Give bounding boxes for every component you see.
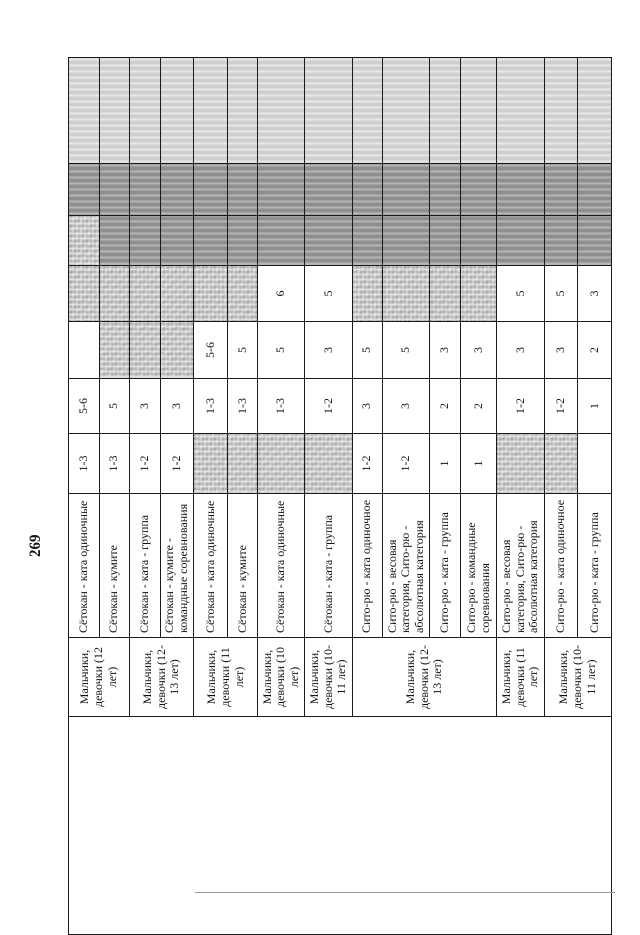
group-cell: Мальчики, девочки (10-11 лет) xyxy=(305,638,352,717)
place-cell: 5-6 xyxy=(69,379,100,434)
place-cell: 5 xyxy=(99,379,130,434)
place-cell: 1-2 xyxy=(130,434,161,494)
shaded-cell xyxy=(194,164,228,216)
shaded-cell xyxy=(383,216,430,266)
shaded-cell xyxy=(160,58,194,164)
shaded-cell xyxy=(227,434,258,494)
place-cell: 3 xyxy=(160,379,194,434)
shaded-cell xyxy=(99,58,130,164)
blank-column xyxy=(69,717,612,935)
results-table xyxy=(68,57,612,935)
page-edge-rule xyxy=(195,892,615,893)
place-cell xyxy=(578,434,612,494)
place-cell: 5 xyxy=(497,266,544,322)
shaded-cell xyxy=(305,434,352,494)
place-cell: 1 xyxy=(578,379,612,434)
shaded-cell xyxy=(160,266,194,322)
shaded-cell xyxy=(69,216,100,266)
place-cell: 2 xyxy=(430,379,461,434)
shaded-cell xyxy=(497,164,544,216)
place-cell xyxy=(69,322,100,379)
shaded-cell xyxy=(578,216,612,266)
place-cell: 1 xyxy=(430,434,461,494)
shaded-cell xyxy=(258,434,305,494)
group-cell: Мальчики, девочки (10-11 лет) xyxy=(544,638,611,717)
place-cell: 1-3 xyxy=(258,379,305,434)
place-cell: 1-2 xyxy=(160,434,194,494)
shaded-cell xyxy=(544,164,578,216)
shaded-cell xyxy=(130,216,161,266)
shaded-cell xyxy=(305,164,352,216)
discipline-cell: Сётокан - кумите xyxy=(99,494,130,638)
shaded-cell xyxy=(497,434,544,494)
shaded-cell xyxy=(578,58,612,164)
shaded-cell xyxy=(194,58,228,164)
shaded-cell xyxy=(497,58,544,164)
discipline-cell: Сито-рю - ката одиночное xyxy=(544,494,578,638)
shaded-cell xyxy=(305,58,352,164)
shaded-cell xyxy=(227,164,258,216)
shaded-cell xyxy=(430,58,461,164)
place-cell: 3 xyxy=(383,379,430,434)
shaded-cell xyxy=(383,266,430,322)
place-cell: 3 xyxy=(305,322,352,379)
discipline-cell: Сётокан - ката одиночные xyxy=(69,494,100,638)
shaded-cell xyxy=(227,216,258,266)
shaded-cell xyxy=(194,434,228,494)
place-cell: 6 xyxy=(258,266,305,322)
place-cell: 1-3 xyxy=(69,434,100,494)
discipline-cell: Сётокан - кумите xyxy=(227,494,258,638)
group-cell: Мальчики, девочки (11 лет) xyxy=(497,638,544,717)
shaded-cell xyxy=(227,58,258,164)
shaded-cell xyxy=(99,322,130,379)
place-cell: 5 xyxy=(383,322,430,379)
shaded-cell xyxy=(383,58,430,164)
discipline-cell: Сётокан - ката - группа xyxy=(305,494,352,638)
shaded-cell xyxy=(460,216,497,266)
place-cell: 5 xyxy=(258,322,305,379)
shaded-cell xyxy=(497,216,544,266)
shaded-cell xyxy=(578,164,612,216)
shaded-cell xyxy=(430,216,461,266)
shaded-cell xyxy=(460,164,497,216)
place-cell: 1 xyxy=(460,434,497,494)
rotated-page xyxy=(27,58,612,935)
shaded-cell xyxy=(430,164,461,216)
group-cell: Мальчики, девочки (10 лет) xyxy=(258,638,305,717)
shaded-cell xyxy=(383,164,430,216)
shaded-cell xyxy=(130,322,161,379)
discipline-cell: Сито-рю - весовая категория, Сито-рю - абсолютная категория xyxy=(497,494,544,638)
place-cell: 3 xyxy=(352,379,383,434)
discipline-cell: Сито-рю - командные соревнования xyxy=(460,494,497,638)
place-cell: 5 xyxy=(227,322,258,379)
shaded-cell xyxy=(352,164,383,216)
place-cell: 1-2 xyxy=(352,434,383,494)
shaded-cell xyxy=(544,434,578,494)
shaded-cell xyxy=(194,266,228,322)
discipline-cell: Сито-рю - ката - группа xyxy=(430,494,461,638)
place-cell: 3 xyxy=(578,266,612,322)
discipline-cell: Сётокан - кумите - командные соревнования xyxy=(160,494,194,638)
shaded-cell xyxy=(130,266,161,322)
shaded-cell xyxy=(69,266,100,322)
page-number: 269 xyxy=(27,534,45,557)
discipline-cell: Сито-рю - ката - группа xyxy=(578,494,612,638)
place-cell: 1-3 xyxy=(99,434,130,494)
place-cell: 1-3 xyxy=(227,379,258,434)
shaded-cell xyxy=(460,266,497,322)
shaded-cell xyxy=(69,164,100,216)
shaded-cell xyxy=(227,266,258,322)
shaded-cell xyxy=(99,164,130,216)
discipline-cell: Сётокан - ката одиночные xyxy=(258,494,305,638)
shaded-cell xyxy=(160,216,194,266)
shaded-cell xyxy=(69,58,100,164)
shaded-cell xyxy=(352,58,383,164)
shaded-cell xyxy=(258,216,305,266)
table-row xyxy=(69,58,100,935)
shaded-cell xyxy=(352,266,383,322)
shaded-cell xyxy=(160,322,194,379)
place-cell: 5 xyxy=(305,266,352,322)
place-cell: 1-2 xyxy=(497,379,544,434)
place-cell: 2 xyxy=(578,322,612,379)
discipline-cell: Сито-рю - весовая категория, Сито-рю - абсолютная категория xyxy=(383,494,430,638)
discipline-cell: Сито-рю - ката одиночное xyxy=(352,494,383,638)
shaded-cell xyxy=(460,58,497,164)
group-cell: Мальчики, девочки (12 лет) xyxy=(69,638,130,717)
place-cell: 1-2 xyxy=(305,379,352,434)
shaded-cell xyxy=(99,216,130,266)
shaded-cell xyxy=(544,216,578,266)
place-cell: 3 xyxy=(544,322,578,379)
place-cell: 5 xyxy=(544,266,578,322)
shaded-cell xyxy=(258,164,305,216)
place-cell: 3 xyxy=(430,322,461,379)
place-cell: 5-6 xyxy=(194,322,228,379)
shaded-cell xyxy=(160,164,194,216)
shaded-cell xyxy=(305,216,352,266)
shaded-cell xyxy=(130,58,161,164)
place-cell: 1-2 xyxy=(544,379,578,434)
shaded-cell xyxy=(352,216,383,266)
place-cell: 2 xyxy=(460,379,497,434)
shaded-cell xyxy=(544,58,578,164)
group-cell: Мальчики, девочки (12-13 лет) xyxy=(130,638,194,717)
shaded-cell xyxy=(430,266,461,322)
shaded-cell xyxy=(258,58,305,164)
shaded-cell xyxy=(130,164,161,216)
place-cell: 1-2 xyxy=(383,434,430,494)
discipline-cell: Сётокан - ката одиночные xyxy=(194,494,228,638)
shaded-cell xyxy=(99,266,130,322)
place-cell: 3 xyxy=(497,322,544,379)
place-cell: 5 xyxy=(352,322,383,379)
place-cell: 3 xyxy=(460,322,497,379)
place-cell: 1-3 xyxy=(194,379,228,434)
group-cell: Мальчики, девочки (11 лет) xyxy=(194,638,258,717)
group-cell: Мальчики, девочки (12-13 лет) xyxy=(352,638,497,717)
place-cell: 3 xyxy=(130,379,161,434)
discipline-cell: Сётокан - ката - группа xyxy=(130,494,161,638)
shaded-cell xyxy=(194,216,228,266)
